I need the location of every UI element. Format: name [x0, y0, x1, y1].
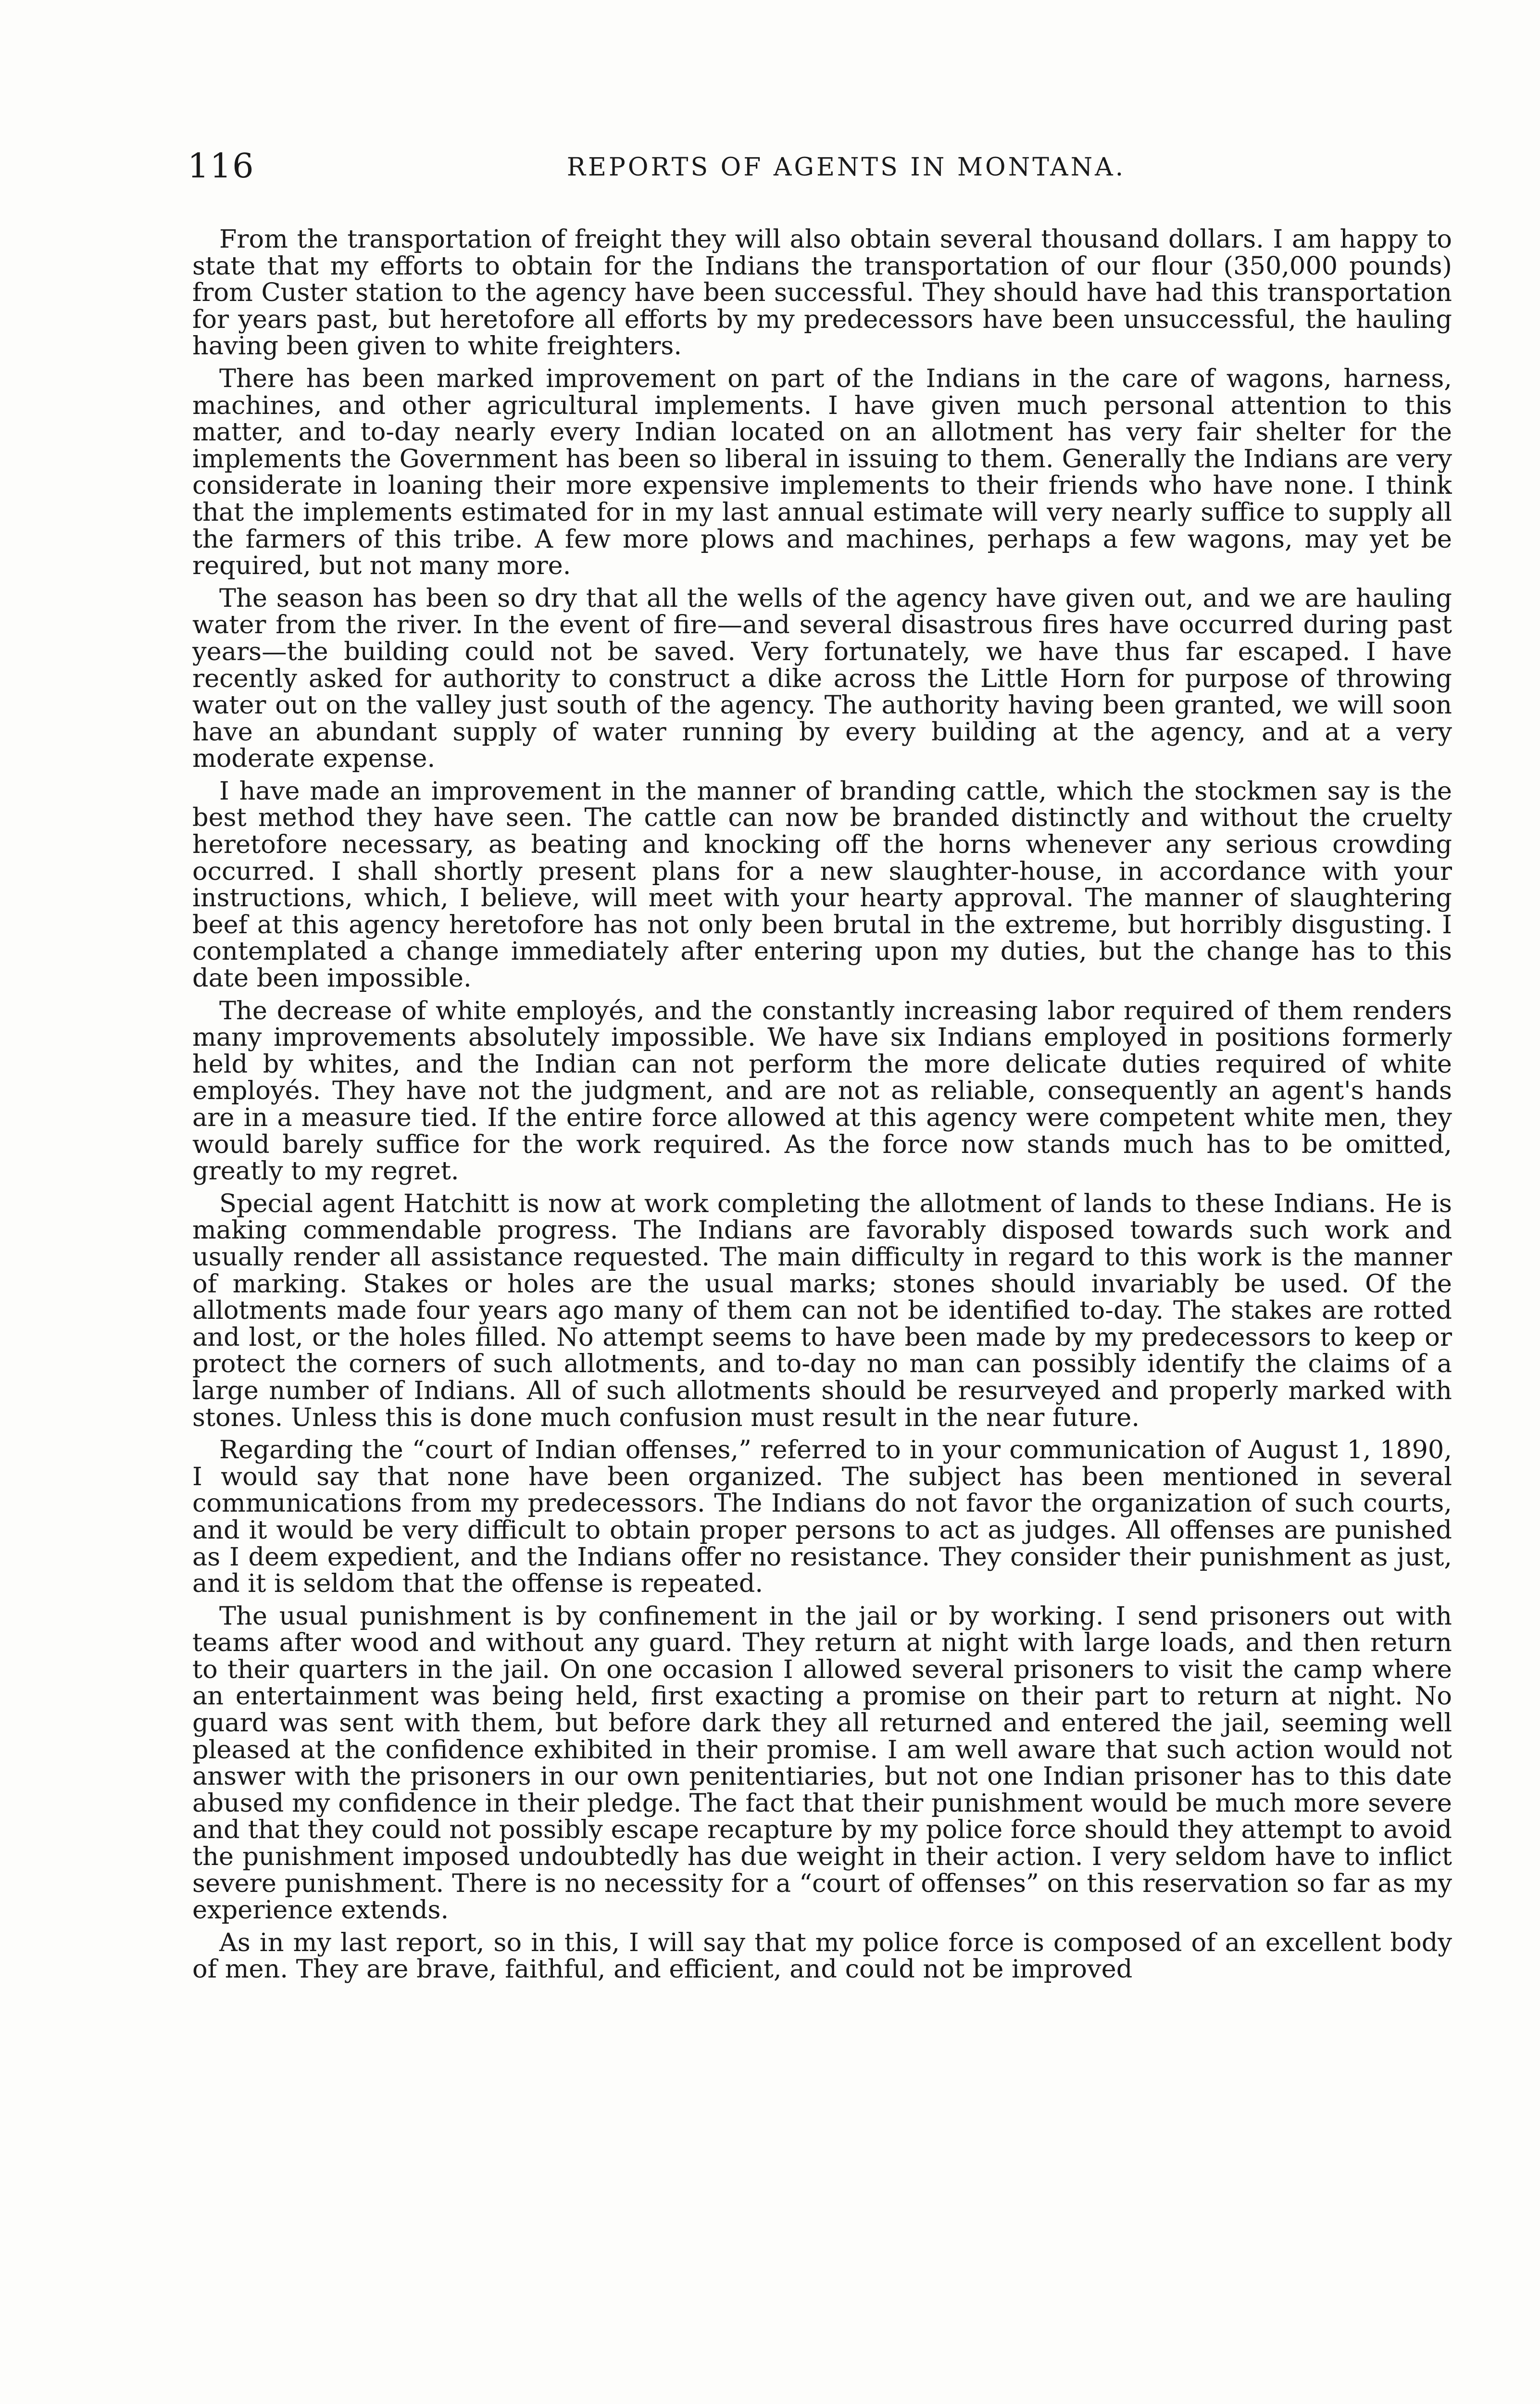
paragraph-cattle-branding: I have made an improvement in the manner of branding cattle, which the stockmen say is the best method they have seen. The cattle can now be branded distinctly and without the cruelty heretofore necessary, as beating and knocking off the horns whenever any serious crowding occurred. I shall shortly present plans for a new slaughter-house, in accordance with your instructions, which, I believe, will meet with your hearty approval. The manner of slaughtering beef at this agency heretofore has not only been brutal in the extreme, but horribly disgusting. I contemplated a change immediately after entering upon my duties, but the change has to this date been impossible.	[192, 776, 1452, 993]
running-title: REPORTS OF AGENTS IN MONTANA.	[566, 153, 1126, 182]
paragraph-water-supply: The season has been so dry that all the wells of the agency have given out, and we are hauling water from the river. In the event of fire—and several disastrous fires have occurred during past years—the building could not be saved. Very fortunately, we have thus far escaped. I have recently asked for authority to construct a dike across the Little Horn for purpose of throwing water out on the valley just south of the agency. The authority having been granted, we will soon have an abundant supply of water running by every building at the agency, and at a very moderate expense.	[192, 583, 1452, 774]
paragraph-allotment-of-lands: Special agent Hatchitt is now at work completing the allotment of lands to these Indians. He is making commendable progress. The Indians are favorably disposed towards such work and usually render all assistance requested. The main difficulty in regard to this work is the manner of marking. Stakes or holes are the usual marks; stones should invariably be used. Of the allotments made four years ago many of them can not be identified to-day. The stakes are rotted and lost, or the holes filled. No attempt seems to have been made by my predecessors to keep or protect the corners of such allotments, and to-day no man can possibly identify the claims of a large number of Indians. All of such allotments should be resurveyed and properly marked with stones. Unless this is done much confusion must result in the near future.	[192, 1189, 1452, 1432]
paragraph-white-employes: The decrease of white employés, and the constantly increasing labor required of them renders many improvements absolutely impossible. We have six Indians employed in positions formerly held by whites, and the Indian can not perform the more delicate duties required of white employés. They have not the judgment, and are not as reliable, consequently an agent's hands are in a measure tied. If the entire force allowed at this agency were competent white men, they would barely suffice for the work required. As the force now stands much has to be omitted, greatly to my regret.	[192, 996, 1452, 1186]
paragraph-punishment: The usual punishment is by confinement in the jail or by working. I send prisoners out with teams after wood and without any guard. They return at night with large loads, and then return to their quarters in the jail. On one occasion I allowed several prisoners to visit the camp where an entertainment was being held, first exacting a promise on their part to return at night. No guard was sent with them, but before dark they all returned and entered the jail, seeming well pleased at the confidence exhibited in their promise. I am well aware that such action would not answer with the prisoners in our own penitentiaries, but not one Indian prisoner has to this date abused my confidence in their pledge. The fact that their punishment would be much more severe and that they could not possibly escape recapture by my police force should they attempt to avoid the punishment imposed undoubtedly has due weight in their action. I very seldom have to inflict severe punishment. There is no necessity for a “court of offenses” on this reservation so far as my experience extends.	[192, 1601, 1452, 1925]
paragraph-freight-transportation: From the transportation of freight they will also obtain several thousand dollars. I am happy to state that my efforts to obtain for the Indians the transportation of our flour (350,000 pounds) from Custer station to the agency have been successful. They should have had this transportation for years past, but heretofore all efforts by my predecessors have been unsuccessful, the hauling having been given to white freighters.	[192, 226, 1452, 361]
paragraph-police-force: As in my last report, so in this, I will say that my police force is composed of an excellent body of men. They are brave, faithful, and efficient, and could not be improved	[192, 1928, 1452, 1984]
body-text	[192, 226, 1452, 2404]
paragraph-court-of-indian-offenses: Regarding the “court of Indian offenses,” referred to in your communication of August 1, 1890, I would say that none have been organized. The subject has been mentioned in several communications from my predecessors. The Indians do not favor the organization of such courts, and it would be very difficult to obtain proper persons to act as judges. All offenses are punished as I deem expedient, and the Indians offer no resistance. They consider their punishment as just, and it is seldom that the offense is repeated.	[192, 1435, 1452, 1599]
page-number: 116	[188, 146, 255, 186]
paragraph-implements-care: There has been marked improvement on part of the Indians in the care of wagons, harness, machines, and other agricultural implements. I have given much personal attention to this matter, and to-day nearly every Indian located on an allotment has very fair shelter for the implements the Government has been so liberal in issuing to them. Generally the Indians are very considerate in loaning their more expensive implements to their friends who have none. I think that the implements estimated for in my last annual estimate will very nearly suffice to supply all the farmers of this tribe. A few more plows and machines, perhaps a few wagons, may yet be required, but not many more.	[192, 363, 1452, 581]
page-header	[188, 144, 1462, 188]
